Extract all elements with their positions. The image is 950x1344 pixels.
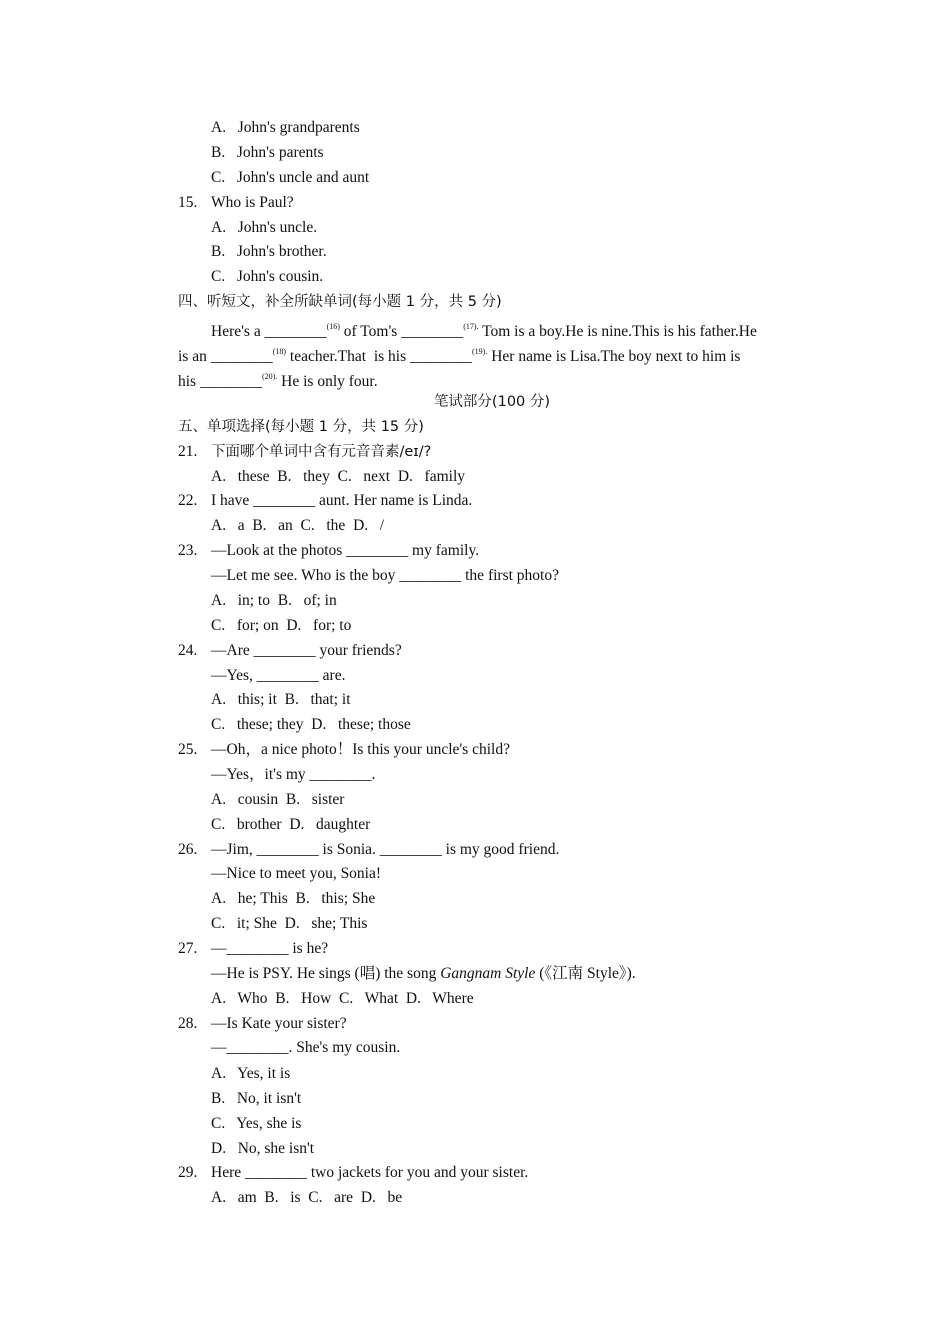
q27-stem-2 [211,964,636,984]
q27-stem-2-text-end: (《江南 Style》). [535,965,636,982]
q26-stem-2: —Nice to meet you, Sonia! [211,865,382,882]
q26-options-row1: A. he; This B. this; She [211,890,376,907]
q28-option-b: B. No, it isn't [211,1090,302,1107]
blank-20-label: (20). [261,372,278,381]
q28-stem-2: —________. She's my cousin. [211,1039,401,1056]
q25-options-row1: A. cousin B. sister [211,791,345,808]
section4-passage-line2 [178,342,740,367]
q14-option-c: C. John's uncle and aunt [211,169,370,186]
section4-passage-line1 [211,317,757,342]
passage-text: is an ________ [178,348,273,365]
passage-text: He is only four. [277,373,378,390]
passage-text: his ________ [178,373,262,390]
blank-19-label: (19). [472,347,488,356]
q25-stem-line [178,740,510,760]
blank-18-label: (18) [272,347,287,356]
q25-stem-2: —Yes，it's my ________. [211,766,376,783]
q23-number: 23. [178,542,198,559]
q24-stem: —Are ________ your friends? [211,642,402,659]
q24-stem-line [178,641,402,661]
q22-stem-line [178,491,472,511]
q22-number: 22. [178,492,198,509]
q28-option-d: D. No, she isn't [211,1140,315,1157]
q28-stem: —Is Kate your sister? [211,1015,347,1032]
q27-number: 27. [178,940,198,957]
passage-text: Her name is Lisa.The boy next to him is [487,348,741,365]
q23-options-row2: C. for; on D. for; to [211,617,352,634]
q22-stem: I have ________ aunt. Her name is Linda. [211,492,473,509]
q25-options-row2: C. brother D. daughter [211,816,371,833]
q28-stem-line [178,1014,347,1034]
section4-passage-line3 [178,367,378,392]
q14-option-a: A. John's grandparents [211,119,360,136]
passage-text: Here's a ________ [211,323,327,340]
q27-stem: —________ is he? [211,940,329,957]
q15-option-b: B. John's brother. [211,243,327,260]
blank-17-label: (17). [463,322,479,331]
q21-stem: 下面哪个单词中含有元音音素/eɪ/? [211,444,432,460]
q27-stem-line [178,939,328,959]
q26-stem: —Jim, ________ is Sonia. ________ is my good friend. [211,841,560,858]
section4-heading: 四、听短文，补全所缺单词(每小题 1 分，共 5 分) [178,294,502,310]
q24-stem-2: —Yes, ________ are. [211,667,346,684]
passage-text: teacher.That is his ________ [286,348,473,365]
q15-option-a: A. John's uncle. [211,219,318,236]
q27-song-title: Gangnam Style [440,965,536,982]
q21-number: 21. [178,443,198,460]
q15-number: 15. [178,194,198,211]
q29-number: 29. [178,1164,198,1181]
q26-options-row2: C. it; She D. she; This [211,915,368,932]
q28-number: 28. [178,1015,198,1032]
q23-stem-2: —Let me see. Who is the boy ________ the first photo? [211,567,559,584]
q29-stem: Here ________ two jackets for you and your sister. [211,1164,529,1181]
q28-option-c: C. Yes, she is [211,1115,302,1132]
q26-number: 26. [178,841,198,858]
q22-options: A. a B. an C. the D. / [211,517,385,534]
section5-heading: 五、单项选择(每小题 1 分，共 15 分) [178,419,424,435]
q21-options: A. these B. they C. next D. family [211,468,465,485]
q15-stem-line [178,193,294,213]
q21-stem-line [178,442,431,462]
q15-stem: Who is Paul? [211,194,294,211]
written-part-title: 笔试部分(100 分) [433,394,551,410]
q25-number: 25. [178,741,198,758]
q25-stem: —Oh，a nice photo！Is this your uncle's child? [211,741,510,758]
passage-text: of Tom's ________ [339,323,464,340]
q27-stem-2-text: —He is PSY. He sings (唱) the song [211,965,441,982]
q15-option-c: C. John's cousin. [211,268,324,285]
q23-stem-line [178,541,479,561]
q27-options: A. Who B. How C. What D. Where [211,990,474,1007]
q26-stem-line [178,840,559,860]
blank-16-label: (16) [326,322,340,331]
passage-text: Tom is a boy.He is nine.This is his father.He [478,323,757,340]
q24-number: 24. [178,642,198,659]
q28-option-a: A. Yes, it is [211,1065,291,1082]
q29-stem-line [178,1163,528,1183]
q24-options-row2: C. these; they D. these; those [211,716,411,733]
q23-stem: —Look at the photos ________ my family. [211,542,480,559]
q23-options-row1: A. in; to B. of; in [211,592,337,609]
q24-options-row1: A. this; it B. that; it [211,691,351,708]
q14-option-b: B. John's parents [211,144,324,161]
q29-options: A. am B. is C. are D. be [211,1189,403,1206]
